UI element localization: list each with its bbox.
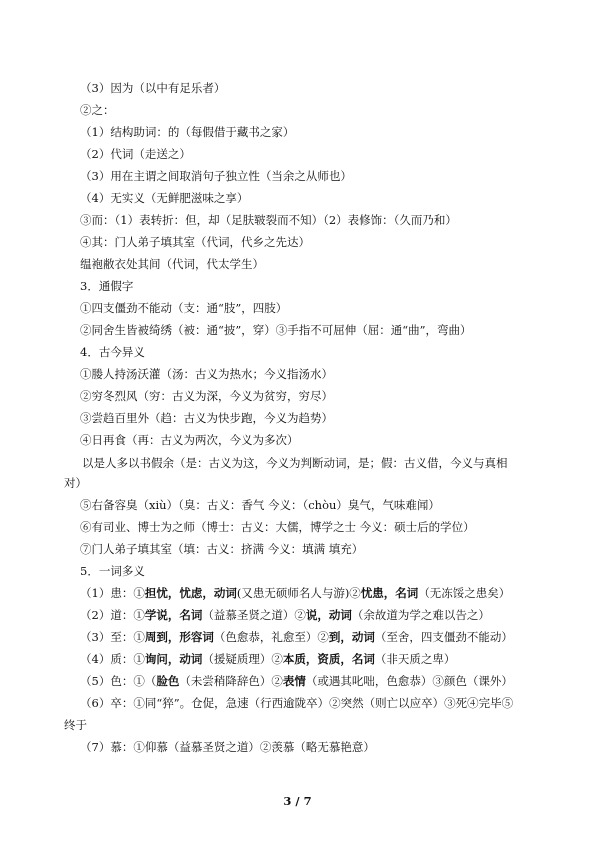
- text-line: （4）无实义（无鲜肥滋味之享）: [80, 191, 249, 205]
- text-segment: （未尝稍降辞色）②: [179, 674, 283, 688]
- text-line: ④日再食（再：古义为两次，今义为多次）: [80, 433, 299, 447]
- bold-term: 脸色: [156, 674, 180, 688]
- text-line: 缊袍敝衣处其间（代词，代太学生）: [80, 257, 264, 271]
- text-line: ⑤右备容臭（xiù）（臭：古义：香气 今义：（chòu）臭气，气味难闻）: [80, 498, 440, 512]
- text-segment: （非天质之卑）: [374, 652, 456, 666]
- text-segment: （2）道：①: [80, 608, 145, 622]
- text-line: ⑦门人弟子填其室（填：古义：挤满 今义：填满 填充）: [80, 542, 364, 556]
- text-segment: （或遇其叱咄，色愈恭）③颜色（课外）: [305, 674, 513, 688]
- polysemy-line: [80, 607, 490, 623]
- text-segment: （5）色：①（: [80, 674, 157, 688]
- text-line: ⑥有司业、博士为之师（博士：古义：大儒，博学之士 今义：硕士后的学位）: [80, 520, 475, 534]
- bold-term: 询问，动词: [144, 652, 203, 666]
- polysemy-line: [80, 673, 513, 689]
- bold-term: 说，动词: [305, 608, 352, 622]
- bold-term: 周到，形容词: [144, 630, 214, 644]
- bold-term: 担忧，忧虑，动词: [144, 586, 237, 600]
- text-line: ③尝趋百里外（趋：古义为快步跑，今义为趋势）: [80, 411, 333, 425]
- text-segment: (又患无硕师名人与游)②: [236, 586, 361, 600]
- text-line: （3）因为（以中有足乐者）: [80, 81, 226, 95]
- text-line: ②之：: [80, 103, 115, 117]
- bold-term: 表情: [282, 674, 306, 688]
- page-number: 3 / 7: [283, 794, 312, 808]
- polysemy-line: [80, 651, 455, 667]
- bold-term: 到，动词: [328, 630, 375, 644]
- text-segment: （无冻馁之患矣）: [418, 586, 511, 600]
- text-line: （1）结构助词：的（每假借于藏书之家）: [80, 125, 295, 139]
- text-line: ③而：（1）表转折：但，却（足肤皲裂而不知）（2）表修饰：（久而乃和）: [80, 213, 457, 227]
- text-segment: （援疑质理）②: [202, 652, 283, 666]
- section-heading: 4．古今异义: [80, 345, 145, 359]
- text-line: 终于: [64, 718, 87, 732]
- text-line: 对）: [64, 476, 87, 490]
- text-segment: （益慕圣贤之道）②: [202, 608, 306, 622]
- text-line: ①四支僵劲不能动（支：通“肢”，四肢）: [80, 301, 288, 315]
- section-heading: 5．一词多义: [80, 564, 145, 578]
- polysemy-line: [80, 629, 513, 645]
- section-heading: 3．通假字: [80, 279, 134, 293]
- text-segment: （1）患：①: [80, 586, 145, 600]
- text-line: ①媵人持汤沃灌（汤：古义为热水；今义指汤水）: [80, 367, 333, 381]
- text-segment: （至舍，四支僵劲不能动）: [374, 630, 513, 644]
- bold-term: 本质，资质，名词: [282, 652, 375, 666]
- text-line: 以是人多以书假余（是：古义为这，今义为判断动词，是；假：古义借，今义与真相: [82, 456, 508, 470]
- text-line: ②穷冬烈风（穷：古义为深，今义为贫穷，穷尽）: [80, 389, 333, 403]
- text-segment: （3）至：①: [80, 630, 145, 644]
- text-line: ②同舍生皆被绮绣（被：通“披”，穿）③手指不可屈伸（屈：通“曲”，弯曲）: [80, 323, 472, 337]
- text-line: （3）用在主谓之间取消句子独立性（当余之从师也）: [80, 169, 352, 183]
- text-line: ④其：门人弟子填其室（代词，代乡之先达）: [80, 235, 310, 249]
- bold-term: 学说，名词: [144, 608, 203, 622]
- text-segment: （色愈恭，礼愈至）②: [213, 630, 329, 644]
- text-line: （2）代词（走送之）: [80, 147, 191, 161]
- text-segment: （4）质：①: [80, 652, 145, 666]
- text-line: （6）卒：①同“猝”。仓促，急速（行西逾陇卒）②突然（则亡以应卒）③死④完毕⑤: [80, 696, 514, 710]
- text-line: （7）慕：①仰慕（益慕圣贤之道）②羡慕（略无慕艳意）: [80, 740, 375, 754]
- text-segment: （余故道为学之难以告之）: [351, 608, 490, 622]
- bold-term: 忧患，名词: [360, 586, 419, 600]
- polysemy-line: [80, 585, 510, 601]
